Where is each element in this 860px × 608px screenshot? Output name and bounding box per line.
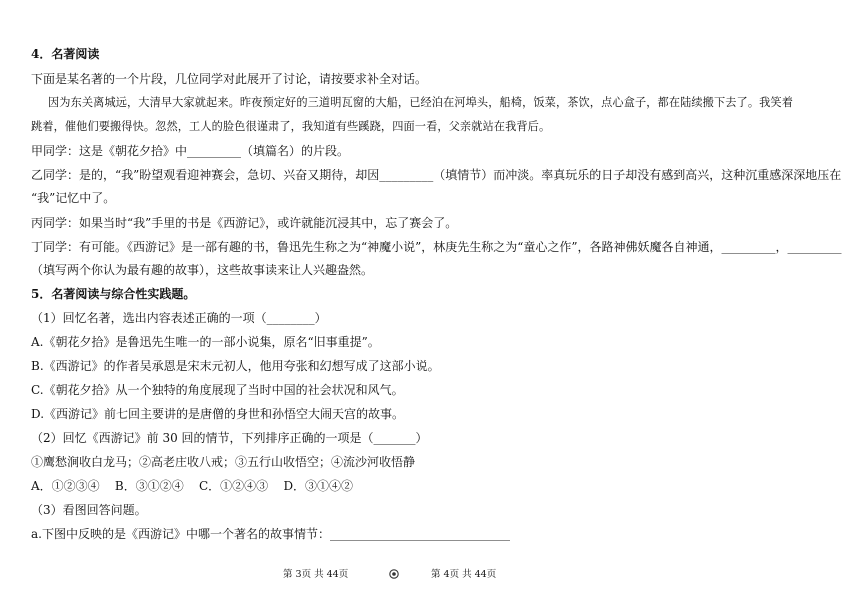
q5-option-b: B.《西游记》的作者吴承恩是宋末元初人，他用夸张和幻想写成了这部小说。	[31, 359, 440, 373]
q4-quote-line-1: 因为东关离城远，大清早大家就起来。昨夜预定好的三道明瓦窗的大船，已经泊在河埠头，船椅，饭菜，茶饮，点心盒子，都在陆续搬下去了。我笑着	[48, 96, 793, 109]
q4-student-ding-line-2: （填写两个你认为最有趣的故事），这些故事读来让人兴趣盎然。	[31, 263, 374, 277]
q4-student-jia: 甲同学：这是《朝花夕拾》中_________（填篇名）的片段。	[31, 144, 350, 158]
q4-student-ding-line-1: 丁同学：有可能。《西游记》是一部有趣的书，鲁迅先生称之为“神魔小说”，林庚先生称之为“童心之作”，各路神佛妖魔各自神通，_________，_________	[31, 240, 842, 254]
page-separator-icon	[388, 568, 400, 580]
q5-option-a: A.《朝花夕拾》是鲁迅先生唯一的一部小说集，原名“旧事重提”。	[31, 335, 380, 349]
q5-part3a: a.下图中反映的是《西游记》中哪一个著名的故事情节：______________________________	[31, 527, 510, 541]
q5-part3: （3）看图回答问题。	[31, 503, 147, 517]
q5-events: ①鹰愁涧收白龙马；②高老庄收八戒；③五行山收悟空；④流沙河收悟静	[31, 455, 416, 469]
q4-intro: 下面是某名著的一个片段，几位同学对此展开了讨论，请按要求补全对话。	[31, 72, 428, 86]
q5-option-d: D.《西游记》前七回主要讲的是唐僧的身世和孙悟空大闹天宫的故事。	[31, 407, 405, 421]
q5-choices: A．①②③④ B．③①②④ C．①②④③ D．③①④②	[31, 479, 354, 493]
q5-heading: 5．名著阅读与综合性实践题。	[31, 287, 196, 301]
q4-quote-line-2: 跳着，催他们要搬得快。忽然，工人的脸色很谨肃了，我知道有些蹊跷，四面一看，父亲就站在我背后。	[31, 120, 551, 133]
page-number-right: 第 4页 共 44页	[431, 569, 497, 580]
q5-part1: （1）回忆名著，选出内容表述正确的一项（________）	[31, 311, 327, 325]
q5-part2: （2）回忆《西游记》前 30 回的情节，下列排序正确的一项是（_______）	[31, 431, 428, 445]
q4-student-yi-line-2: “我”记忆中了。	[31, 191, 116, 205]
page-number-left: 第 3页 共 44页	[283, 569, 349, 580]
q4-heading: 4．名著阅读	[31, 47, 100, 61]
q4-student-bing: 丙同学：如果当时“我”手里的书是《西游记》，或许就能沉浸其中，忘了赛会了。	[31, 216, 458, 230]
q4-student-yi-line-1: 乙同学：是的，“我”盼望观看迎神赛会，急切、兴奋又期待，却因_________（填情节）而冲淡。率真玩乐的日子却没有感到高兴，这种沉重感深深地压在	[31, 168, 842, 182]
q5-option-c: C.《朝花夕拾》从一个独特的角度展现了当时中国的社会状况和风气。	[31, 383, 404, 397]
